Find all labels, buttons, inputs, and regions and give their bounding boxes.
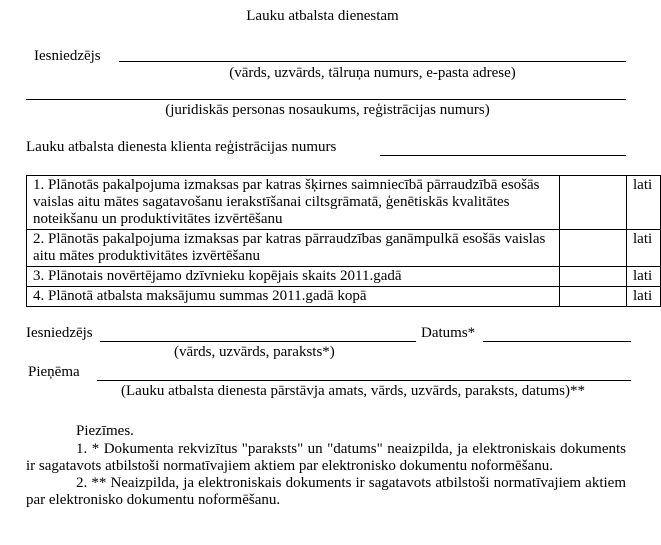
row-unit: lati — [627, 287, 661, 307]
row-value-cell[interactable] — [560, 287, 627, 307]
note-1: 1. * Dokumenta rekvizītus "paraksts" un "datums" neaizpilda, ja elektroniskais dokuments ir sagatavots atbilstoši normatīvajiem aktiem par elektronisko dokumentu noformēšanu. — [26, 441, 626, 474]
row-unit: lati — [627, 230, 661, 267]
row-value-cell[interactable] — [560, 230, 627, 267]
notes-list — [26, 441, 626, 509]
date-field[interactable] — [483, 327, 631, 342]
table-row — [27, 267, 661, 287]
signature-applicant-label: Iesniedzējs — [26, 325, 93, 341]
row-unit: lati — [627, 267, 661, 287]
applicant-name-field[interactable] — [119, 47, 626, 62]
row-value-cell[interactable] — [560, 267, 627, 287]
table-row — [27, 230, 661, 267]
row-unit: lati — [627, 176, 661, 230]
row-value-cell[interactable] — [560, 176, 627, 230]
client-reg-field[interactable] — [380, 141, 626, 156]
legal-entity-field[interactable] — [26, 85, 626, 100]
legal-entity-hint: (juridiskās personas nosaukums, reģistrācijas numurs) — [165, 102, 490, 118]
table-row — [27, 176, 661, 230]
costs-table — [26, 175, 661, 307]
signature-applicant-field[interactable] — [100, 327, 416, 342]
client-reg-label: Lauku atbalsta dienesta klienta reģistrācijas numurs — [26, 139, 337, 155]
accepted-hint: (Lauku atbalsta dienesta pārstāvja amats, vārds, uzvārds, paraksts, datums)** — [121, 383, 586, 399]
row-description: 2. Plānotās pakalpojuma izmaksas par katras pārraudzības ganāmpulkā esošās vaislas aitu mātes produktivitātes izvērtēšanu — [27, 230, 560, 267]
applicant-label: Iesniedzējs — [34, 48, 101, 64]
accepted-label: Pieņēma — [28, 364, 80, 380]
notes-title: Piezīmes. — [76, 423, 134, 439]
row-description: 4. Plānotā atbalsta maksājumu summas 2011.gadā kopā — [27, 287, 560, 307]
signature-applicant-hint: (vārds, uzvārds, paraksts*) — [174, 344, 335, 360]
applicant-person-hint: (vārds, uzvārds, tālruņa numurs, e-pasta adrese) — [229, 65, 516, 81]
row-description: 1. Plānotās pakalpojuma izmaksas par katras šķirnes saimniecībā pārraudzībā esošās vaislas aitu mātes sagatavošanu ierakstīšanai ciltsgrāmatā, ģenētiskās kvalitātes noteikšanu un produktivitātes izvērtēšanu — [27, 176, 560, 230]
addressee-title: Lauku atbalsta dienestam — [246, 8, 399, 24]
accepted-field[interactable] — [97, 366, 631, 381]
date-label: Datums* — [421, 325, 476, 341]
note-2: 2. ** Neaizpilda, ja elektroniskais dokuments ir sagatavots atbilstoši normatīvajiem aktiem par elektronisko dokumentu noformēšanu. — [26, 475, 626, 508]
row-description: 3. Plānotais novērtējamo dzīvnieku kopējais skaits 2011.gadā — [27, 267, 560, 287]
table-row — [27, 287, 661, 307]
